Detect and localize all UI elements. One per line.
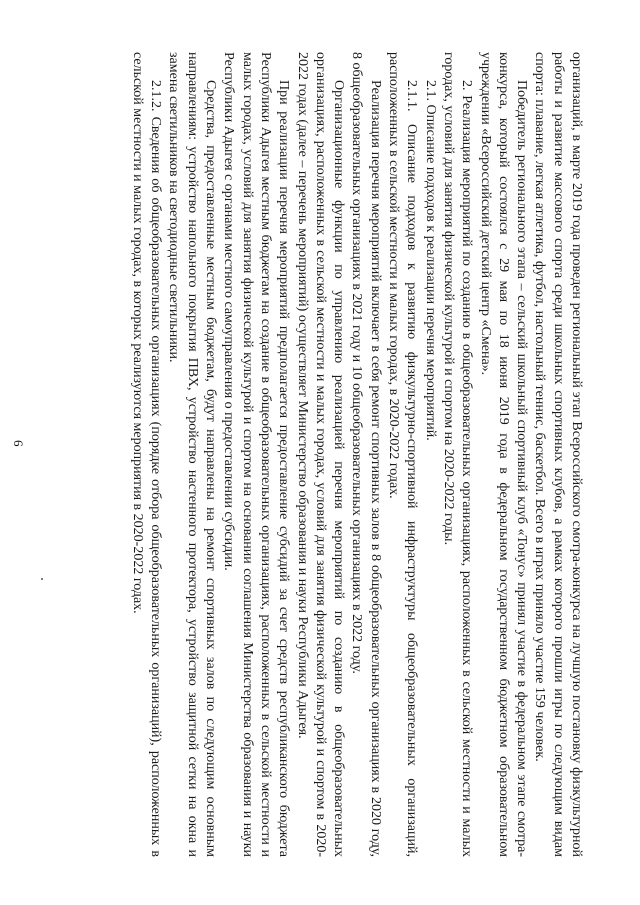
paragraph-6: Средства, предоставленные местным бюджетам, будут направлены на ремонт спортивных залов по следующим основным направлениям: устройство напольного покрытия ПВХ, устройство настенного протектора, устройство защитной сетки на окна и замена светильников на светодиодные светильники. bbox=[166, 52, 219, 857]
paragraph-2: Победитель регионального этапа – сельский школьный спортивный клуб «Тонус» принял участие в федеральном этапе смотра-конкурса, который состоялся с 29 мая по 18 июня 2019 года в федеральном государственном бюджетном образовательном учреждении «Всероссийский детский центр «Смена». bbox=[477, 52, 530, 857]
section-heading-2-1: 2.1. Описание подходов к реализации перечня мероприятий. bbox=[422, 80, 438, 441]
paragraph-4: Организационные функции по управлению реализацией перечня мероприятий по созданию в общеобразовательных организациях, расположенных в сельской местности и малых городах, условий для занятия физической культурой и спортом в 2020-2022 годах (далее – перечень мероприятий) осуществляет Министерство образования и науки Республики Адыгея. bbox=[294, 52, 347, 857]
scan-speck bbox=[41, 578, 43, 580]
section-heading-2-1-2: 2.1.2. Сведения об общеобразовательных организациях (порядке отбора общеобразовательных организаций), расположенных в сельской местности и малых городах, в которых реализуются мероприятия в 2020-2022 годах. bbox=[129, 52, 164, 857]
page-number: 6 bbox=[11, 440, 26, 447]
paragraph-3: Реализация перечня мероприятий включает в себя ремонт спортивных залов в 8 общеобразовательных организациях в 2020 году, 8 общеобразовательных организациях в 2021 году и 10 общеобразовательных организациях в 2022 году. bbox=[349, 52, 383, 857]
section-heading-2-1-1: 2.1.1. Описание подходов к развитию физкультурно-спортивной инфраструктуры общеобразовательных организаций, расположенных в сельской местности и малых городах, в 2020-2022 годах. bbox=[386, 52, 420, 857]
section-heading-2: 2. Реализация мероприятий по созданию в общеобразовательных организациях, расположенных в сельской местности и малых городах, условий для занятия физической культурой и спортом на 2020-2022 годы. bbox=[440, 52, 475, 857]
paragraph-1: организаций, в марте 2019 года проведен региональный этап Всероссийского смотра-конкурса на лучшую постановку физкультурной работы и развитие массового спорта среди школьных спортивных клубов, а рамках которого прошли игры по следующим видам спорта: плавание, легкая атлетика, футбол, настольный теннис, баскетбол. Всего в играх приняло участие 159 человек. bbox=[532, 52, 584, 857]
document-body bbox=[128, 52, 585, 857]
paragraph-5: При реализации перечня мероприятий предполагается предоставление субсидий за счет средств республиканского бюджета Республики Адыгея местным бюджетам на создание в общеобразовательных организациях, расположенных в сельской местности и малых городах, условий для занятия физической культурой и спортом на основании соглашения Министерства образования и науки Республики Адыгея с органами местного самоуправления о предоставлении субсидии. bbox=[221, 52, 292, 857]
rotated-page-content bbox=[45, 52, 585, 857]
